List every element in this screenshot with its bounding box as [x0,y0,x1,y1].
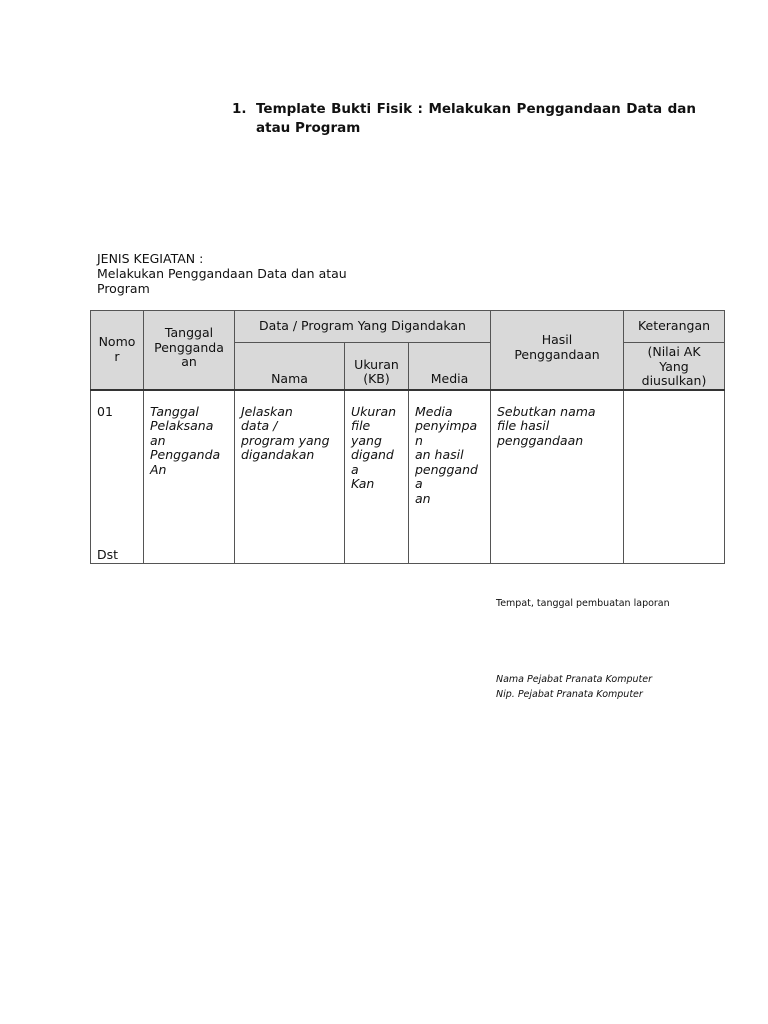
header-nama: Nama [235,343,345,390]
cell-nomor: 01 Dst [91,390,144,564]
cell-ukuran: Ukuran file yang digand a Kan [345,390,409,564]
official-nip: Nip. Pejabat Pranata Komputer [496,689,643,700]
cell-hasil: Sebutkan nama file hasil penggandaan [491,390,624,564]
header-ukuran: Ukuran (KB) [345,343,409,390]
place-date-line: Tempat, tanggal pembuatan laporan [496,598,670,609]
cell-nomor-end: Dst [97,546,119,562]
jenis-line-1: Melakukan Penggandaan Data dan atau [97,266,347,281]
cell-nama: Jelaskan data / program yang digandakan [235,390,345,564]
cell-tanggal: Tanggal Pelaksana an Pengganda An [144,390,235,564]
header-tanggal: Tanggal Pengganda an [144,311,235,390]
title-number: 1. [232,101,247,117]
activity-table [90,310,725,564]
cell-keterangan [624,390,725,564]
header-nilai-ak: (Nilai AK Yang diusulkan) [624,343,725,390]
header-hasil: Hasil Penggandaan [491,311,624,390]
title-line-2: atau Program [256,120,361,136]
header-nomor: Nomo r [91,311,144,390]
official-name: Nama Pejabat Pranata Komputer [496,674,653,685]
title-line-1: Template Bukti Fisik : Melakukan Penggandaan Data dan [256,101,696,117]
header-data-program: Data / Program Yang Digandakan [235,311,491,343]
header-keterangan: Keterangan [624,311,725,343]
cell-media: Media penyimpa n an hasil penggand a an [409,390,491,564]
header-media: Media [409,343,491,390]
jenis-line-2: Program [97,281,150,296]
jenis-kegiatan [97,251,377,296]
jenis-label: JENIS KEGIATAN : [97,251,204,266]
